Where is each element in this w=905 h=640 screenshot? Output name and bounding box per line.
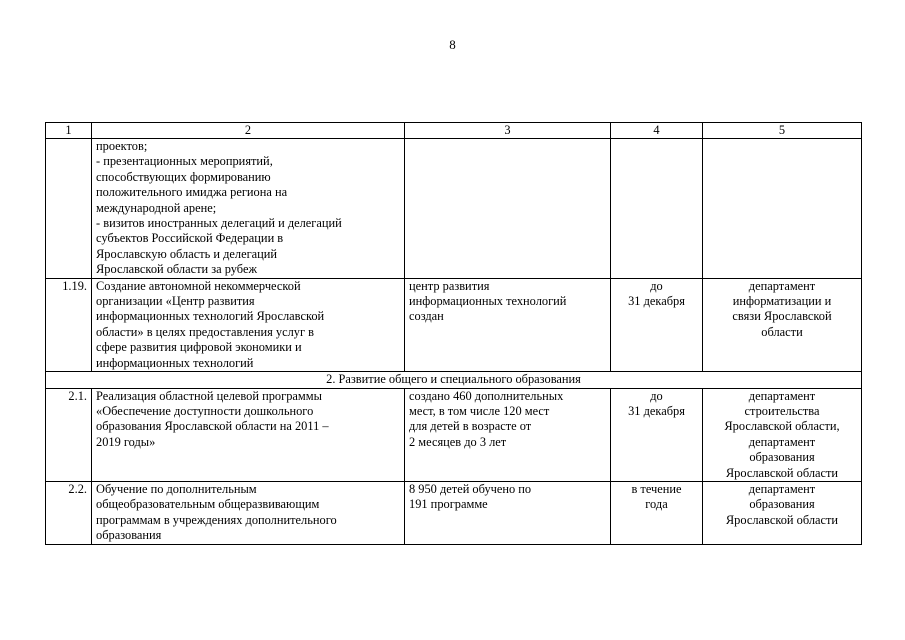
text-line: 31 декабря: [628, 294, 685, 309]
deadline-cell: [611, 481, 703, 544]
table-row-2-1: [46, 388, 862, 481]
activity-cell: [92, 388, 405, 481]
text-line: департамент: [748, 388, 816, 403]
text-line: строительства: [744, 403, 820, 418]
text-line: информатизации и: [732, 294, 832, 309]
text-line: Реализация областной целевой программы: [96, 388, 322, 403]
text-line: 8 950 детей обучено по: [409, 481, 532, 496]
text-line: Создание автономной некоммерческой: [96, 278, 301, 293]
text-line: создан: [409, 309, 444, 324]
text-line: Ярославской области: [725, 512, 839, 527]
deadline-cell: [611, 388, 703, 481]
column-number-3: 3: [405, 123, 611, 139]
activity-cell: [92, 278, 405, 371]
row-number-cell: 1.19.: [46, 278, 92, 371]
text-line: общеобразовательным общеразвивающим: [96, 497, 320, 512]
text-line: сфере развития цифровой экономики и: [96, 340, 302, 355]
column-numbers-row: [46, 123, 862, 139]
column-number-1: 1: [46, 123, 92, 139]
text-line: департамент: [748, 481, 816, 496]
text-line: - презентационных мероприятий,: [96, 154, 273, 169]
text-line: международной арене;: [96, 200, 217, 215]
text-line: Ярославской области: [725, 465, 839, 480]
text-line: для детей в возрасте от: [409, 419, 532, 434]
table-row-1-19: [46, 278, 862, 371]
row-number-cell: 2.1.: [46, 388, 92, 481]
text-line: «Обеспечение доступности дошкольного: [96, 403, 314, 418]
text-line: Ярославскую область и делегаций: [96, 246, 278, 261]
text-line: области: [761, 324, 803, 339]
text-line: способствующих формированию: [96, 169, 271, 184]
text-line: 2 месяцев до 3 лет: [409, 434, 507, 449]
text-line: департамент: [748, 278, 816, 293]
page-number: 8: [449, 37, 456, 52]
text-line: области» в целях предоставления услуг в: [96, 324, 315, 339]
text-line: проектов;: [96, 139, 148, 153]
table-row-continuation: [46, 139, 862, 279]
text-line: образования Ярославской области на 2011 –: [96, 419, 329, 434]
text-line: 191 программе: [409, 497, 488, 512]
text-line: образования: [96, 528, 162, 543]
plan-table: [45, 122, 862, 545]
text-line: 2019 годы»: [96, 434, 156, 449]
activity-cell: [92, 139, 405, 279]
text-line: в течение: [631, 481, 682, 496]
result-cell: [405, 481, 611, 544]
text-line: 31 декабря: [628, 403, 685, 418]
text-line: до: [650, 278, 663, 293]
section-title: 2. Развитие общего и специального образования: [46, 372, 862, 388]
responsible-cell: [703, 481, 862, 544]
responsible-cell: [703, 388, 862, 481]
text-line: организации «Центр развития: [96, 294, 255, 309]
text-line: субъектов Российской Федерации в: [96, 231, 284, 246]
responsible-cell: [703, 139, 862, 279]
text-line: центр развития: [409, 278, 490, 293]
column-number-2: 2: [92, 123, 405, 139]
text-line: программам в учреждениях дополнительного: [96, 512, 337, 527]
text-line: мест, в том числе 120 мест: [409, 403, 550, 418]
deadline-cell: [611, 278, 703, 371]
result-cell: [405, 139, 611, 279]
table-row-2-2: [46, 481, 862, 544]
text-line: Ярославской области,: [724, 419, 840, 434]
text-line: информационных технологий: [96, 355, 254, 370]
row-number-cell: 2.2.: [46, 481, 92, 544]
text-line: - визитов иностранных делегаций и делегаций: [96, 216, 342, 231]
text-line: создано 460 дополнительных: [409, 388, 564, 403]
row-number-cell: [46, 139, 92, 279]
text-line: информационных технологий: [409, 294, 567, 309]
result-cell: [405, 388, 611, 481]
column-number-4: 4: [611, 123, 703, 139]
section-row: [46, 372, 862, 388]
text-line: связи Ярославской: [732, 309, 832, 324]
activity-cell: [92, 481, 405, 544]
text-line: образования: [749, 450, 815, 465]
column-number-5: 5: [703, 123, 862, 139]
text-line: департамент: [748, 434, 816, 449]
deadline-cell: [611, 139, 703, 279]
text-line: года: [645, 497, 668, 512]
text-line: положительного имиджа региона на: [96, 185, 288, 200]
text-line: образования: [749, 497, 815, 512]
text-line: информационных технологий Ярославской: [96, 309, 325, 324]
result-cell: [405, 278, 611, 371]
text-line: до: [650, 388, 663, 403]
responsible-cell: [703, 278, 862, 371]
text-line: Ярославской области за рубеж: [96, 262, 258, 277]
text-line: Обучение по дополнительным: [96, 481, 257, 496]
